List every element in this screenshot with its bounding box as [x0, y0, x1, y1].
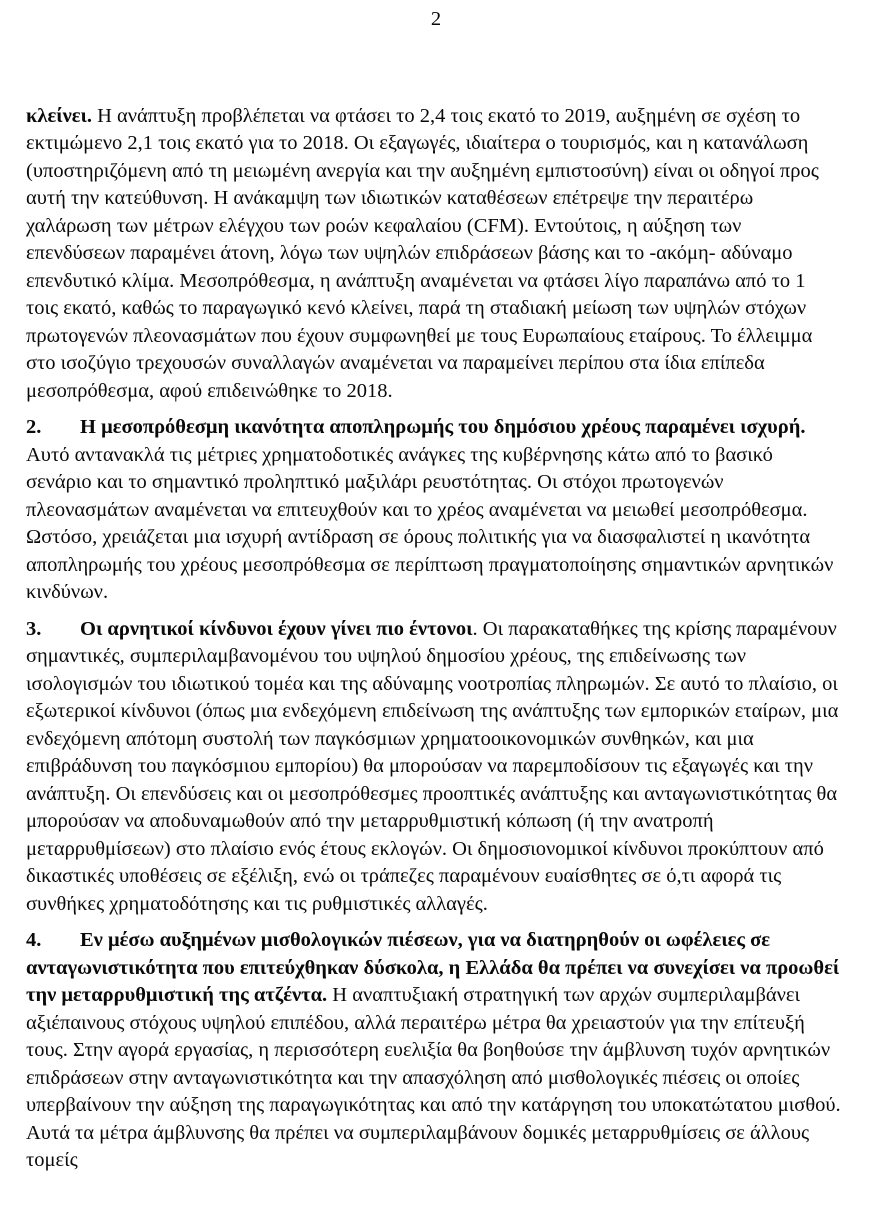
paragraph-continuation: [26, 103, 842, 406]
paragraph-body: Η αναπτυξιακή στρατηγική των αρχών συμπεριλαμβάνει αξιέπαινους στόχους υψηλού επιπέδου, αλλά περαιτέρω μέτρα θα χρειαστούν για την επίτευξή τους. Στην αγορά εργασίας, η περισσότερη ευελιξία θα βοηθούσε την άμβλυνση τυχόν αρνητικών επιδράσεων στην ανταγωνιστικότητα και την απασχόληση από μισθολογικές πιέσεις οι οποίες υπερβαίνουν την αύξηση της παραγωγικότητας και από την κατάργηση του υποκατώτατου μισθού. Αυτά τα μέτρα άμβλυνσης θα πρέπει να συμπεριλαμβάνουν δομικές μεταρρυθμίσεις σε άλλους τομείς: [26, 984, 841, 1171]
paragraph-number: 3.: [26, 617, 42, 640]
paragraph-body: Η ανάπτυξη προβλέπεται να φτάσει το 2,4 τοις εκατό το 2019, αυξημένη σε σχέση το εκτιμώμενο 2,1 τοις εκατό για το 2018. Οι εξαγωγές, ιδιαίτερα ο τουρισμός, και η κατανάλωση (υποστηριζόμενη από τη μειωμένη ανεργία και την αυξημένη εμπιστοσύνη) είναι οι οδηγοί προς αυτή την κατεύθυνση. Η ανάκαμψη των ιδιωτικών καταθέσεων επέτρεψε την περαιτέρω χαλάρωση των μέτρων ελέγχου των ροών κεφαλαίου (CFM). Εντούτοις, η αύξηση των επενδύσεων παραμένει άτονη, λόγω των υψηλών επιδράσεων βάσης και το -ακόμη- αδύναμο επενδυτικό κλίμα. Μεσοπρόθεσμα, η ανάπτυξη αναμένεται να φτάσει λίγο παραπάνω από το 1 τοις εκατό, καθώς το παραγωγικό κενό κλείνει, παρά τη σταδιακή μείωση των υψηλών στόχων πρωτογενών πλεονασμάτων που έχουν συμφωνηθεί με τους Ευρωπαίους εταίρους. Το έλλειμμα στο ισοζύγιο τρεχουσών συναλλαγών αναμένεται να παραμείνει περίπου στα ίδια επίπεδα μεσοπρόθεσμα, αφού επιδεινώθηκε το 2018.: [26, 104, 819, 402]
paragraph-lead-bold: Η μεσοπρόθεσμη ικανότητα αποπληρωμής του δημόσιου χρέους παραμένει ισχυρή.: [80, 416, 806, 438]
paragraph-4: [26, 927, 842, 1175]
paragraph-body: Αυτό αντανακλά τις μέτριες χρηματοδοτικές ανάγκες της κυβέρνησης κάτω από το βασικό σενάριο και το σημαντικό προληπτικό μαξιλάρι ρευστότητας. Οι στόχοι πρωτογενών πλεονασμάτων αναμένεται να επιτευχθούν και το χρέος αναμένεται να μειωθεί μεσοπρόθεσμα. Ωστόσο, χρειάζεται μια ισχυρή αντίδραση σε όρους πολιτικής για να διασφαλιστεί η ικανότητα αποπληρωμής του χρέους μεσοπρόθεσμα σε περίπτωση πραγματοποίησης σημαντικών αρνητικών κινδύνων.: [26, 443, 834, 603]
paragraph-number: 2.: [26, 416, 42, 438]
paragraph-lead-bold: Εν μέσω αυξημένων μισθολογικών πιέσεων, για να διατηρηθούν οι ωφέλειες σε ανταγωνιστικότητα που επιτεύχθηκαν δύσκολα, η Ελλάδα θα πρέπει να συνεχίσει να προωθεί την μεταρρυθμιστική της ατζέντα.: [26, 929, 840, 1006]
paragraph-lead-bold: κλείνει.: [26, 104, 92, 127]
paragraph-2: [26, 414, 842, 607]
paragraph-lead-bold: Οι αρνητικοί κίνδυνοι έχουν γίνει πιο έντονοι: [80, 617, 473, 640]
paragraph-number: 4.: [26, 929, 42, 951]
paragraph-3: [26, 616, 842, 919]
page-number: 2: [430, 8, 442, 30]
paragraph-body: . Οι παρακαταθήκες της κρίσης παραμένουν σημαντικές, συμπεριλαμβανομένου του υψηλού δημοσίου χρέους, της επιδείνωσης των ισολογισμών του ιδιωτικού τομέα και της αδύναμης νοοτροπίας πληρωμών. Σε αυτό το πλαίσιο, οι εξωτερικοί κίνδυνοι (όπως μια ενδεχόμενη επιδείνωση της ανάπτυξης των εμπορικών εταίρων, μια ενδεχόμενη απότομη συστολή των παγκόσμιων χρηματοοικονομικών συνθηκών, και μια επιβράδυνση του παγκόσμιου εμπορίου) θα μπορούσαν να παρεμποδίσουν τις εξαγωγές και την ανάπτυξη. Οι επενδύσεις και οι μεσοπρόθεσμες προοπτικές ανάπτυξης και ανταγωνιστικότητας θα μπορούσαν να αποδυναμωθούν από την μεταρρυθμιστική κόπωση (ή την ανατροπή μεταρρυθμίσεων) στο πλαίσιο ενός έτους εκλογών. Οι δημοσιονομικοί κίνδυνοι προκύπτουν από δικαστικές υποθέσεις σε εξέλιξη, ενώ οι τράπεζες παραμένουν ευαίσθητες σε ό,τι αφορά τις συνθήκες χρηματοδότησης και τις ρυθμιστικές αλλαγές.: [26, 617, 839, 915]
